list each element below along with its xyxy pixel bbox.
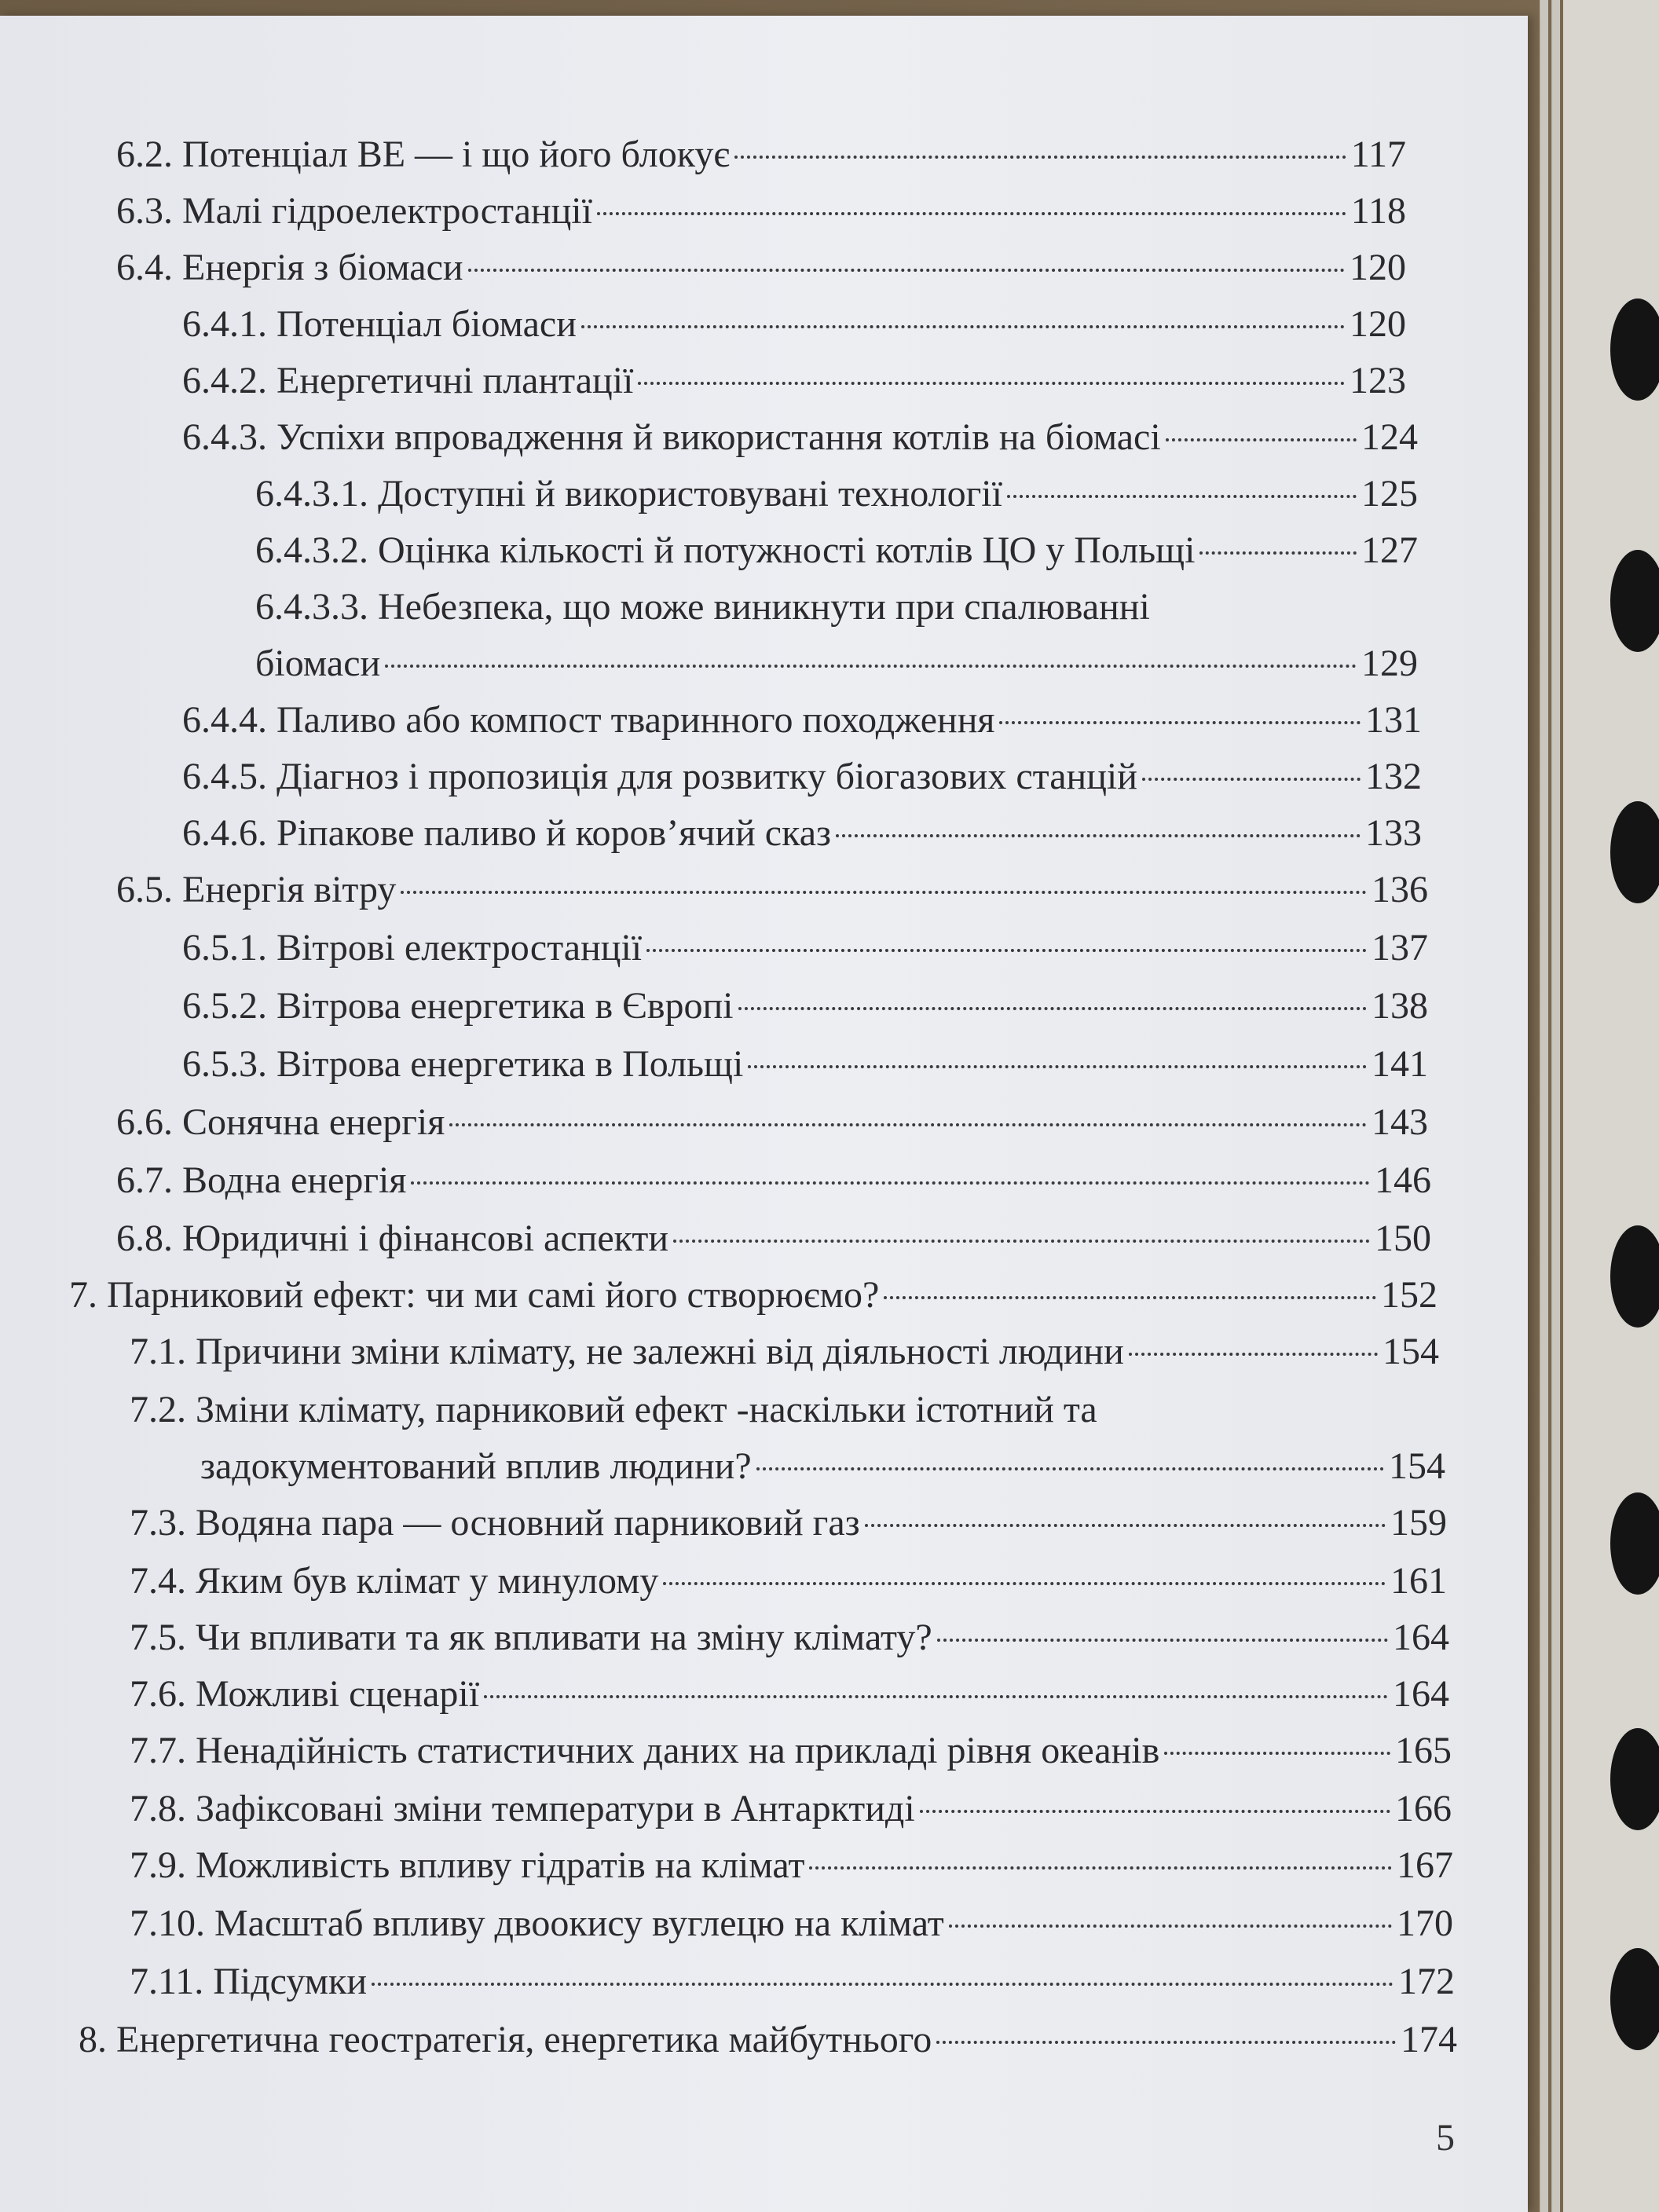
toc-entry[interactable] <box>182 358 1406 404</box>
toc-page-number: 143 <box>1372 1101 1428 1143</box>
toc-page-number: 123 <box>1350 360 1406 401</box>
toc-entry[interactable] <box>255 641 1418 687</box>
toc-entry-label: 7.3. Водяна пара — основний парниковий газ <box>130 1502 860 1544</box>
toc-entry[interactable] <box>255 528 1418 573</box>
toc-entry-label: 6.4. Енергія з біомаси <box>116 247 463 288</box>
toc-page-number: 146 <box>1375 1159 1431 1201</box>
binding-hole <box>1610 1728 1659 1830</box>
dot-leader <box>936 2041 1396 2044</box>
dot-leader <box>581 325 1345 328</box>
toc-entry[interactable] <box>116 1158 1431 1203</box>
dot-leader <box>646 949 1367 952</box>
toc-entry[interactable] <box>130 1329 1439 1375</box>
toc-page-number: 159 <box>1390 1502 1447 1544</box>
toc-entry-label: 7.1. Причини зміни клімату, не залежні від діяльності людини <box>130 1331 1124 1372</box>
dot-leader <box>865 1524 1386 1527</box>
toc-entry-label: 6.6. Сонячна енергія <box>116 1101 445 1143</box>
toc-entry[interactable] <box>182 754 1422 800</box>
toc-entry-label: 6.4.2. Енергетичні плантації <box>182 360 634 401</box>
toc-page-number: 131 <box>1365 699 1422 741</box>
toc-entry-label: 6.4.3.3. Небезпека, що може виникнути при спалюванні <box>255 586 1150 628</box>
toc-page-number: 127 <box>1361 529 1418 571</box>
dot-leader <box>937 1639 1388 1642</box>
toc-page-number: 161 <box>1390 1560 1447 1602</box>
toc-entry-label: 6.5. Енергія вітру <box>116 869 397 910</box>
toc-entry-label: 6.7. Водна енергія <box>116 1159 407 1201</box>
dot-leader <box>401 891 1367 894</box>
back-page-edge <box>1551 0 1560 2212</box>
toc-page-number: 133 <box>1365 812 1422 854</box>
dot-leader <box>484 1695 1388 1698</box>
toc-page-number: 170 <box>1397 1903 1453 1944</box>
toc-entry-label: 6.4.3.2. Оцінка кількості й потужності котлів ЦО у Польщі <box>255 529 1196 571</box>
toc-entry[interactable] <box>130 1901 1453 1946</box>
dot-leader <box>597 212 1346 215</box>
toc-entry-label: 6.3. Малі гідроелектростанції <box>116 190 592 232</box>
toc-page-number: 172 <box>1398 1961 1455 2002</box>
table-of-contents <box>0 16 1528 2212</box>
toc-entry[interactable] <box>130 1558 1447 1604</box>
toc-entry[interactable] <box>130 1843 1453 1888</box>
binding-hole <box>1610 550 1659 652</box>
toc-entry[interactable] <box>130 1728 1452 1774</box>
binding-hole <box>1610 801 1659 903</box>
toc-entry[interactable] <box>200 1444 1445 1489</box>
toc-page-number: 167 <box>1397 1844 1453 1886</box>
dot-leader <box>449 1123 1367 1126</box>
dot-leader <box>1007 495 1357 498</box>
binding-hole <box>1610 1492 1659 1595</box>
back-page-edge <box>1540 0 1548 2212</box>
toc-entry[interactable] <box>182 302 1406 347</box>
toc-page-number: 152 <box>1381 1274 1437 1316</box>
dot-leader <box>756 1467 1384 1470</box>
toc-page-number: 118 <box>1350 190 1406 232</box>
dot-leader <box>738 1007 1367 1010</box>
toc-entry[interactable] <box>116 1216 1431 1262</box>
toc-entry-label: 6.5.2. Вітрова енергетика в Європі <box>182 985 734 1027</box>
binding-hole <box>1610 1948 1659 2050</box>
toc-entry-label: 6.4.5. Діагноз і пропозиція для розвитку біогазових станцій <box>182 756 1137 797</box>
toc-entry[interactable] <box>182 698 1422 743</box>
toc-page-number: 120 <box>1350 303 1406 345</box>
toc-entry[interactable] <box>130 1959 1455 2005</box>
dot-leader <box>884 1296 1376 1299</box>
toc-page-number: 164 <box>1393 1673 1449 1715</box>
dot-leader <box>638 382 1345 385</box>
toc-entry[interactable] <box>116 132 1406 178</box>
toc-entry[interactable] <box>116 189 1406 234</box>
toc-entry[interactable] <box>130 1672 1449 1717</box>
toc-page-number: 137 <box>1372 927 1428 969</box>
dot-leader <box>809 1866 1392 1870</box>
toc-entry-label: 7. Парниковий ефект: чи ми самі його створюємо? <box>69 1274 880 1316</box>
toc-entry[interactable] <box>116 867 1428 913</box>
toc-entry[interactable] <box>69 1273 1437 1318</box>
binding-hole <box>1610 298 1659 401</box>
dot-leader <box>1199 551 1357 555</box>
toc-entry-label: 7.11. Підсумки <box>130 1961 368 2002</box>
dot-leader <box>663 1582 1386 1585</box>
toc-page-number: 174 <box>1401 2019 1457 2060</box>
toc-entry[interactable] <box>182 925 1428 971</box>
dot-leader <box>734 156 1346 159</box>
toc-entry-label: 6.8. Юридичні і фінансові аспекти <box>116 1218 669 1259</box>
toc-entry-label: 7.8. Зафіксовані зміни температури в Антарктиді <box>130 1788 915 1829</box>
book-page <box>0 16 1528 2212</box>
toc-entry-label: 6.4.1. Потенціал біомаси <box>182 303 577 345</box>
toc-entry-label: 6.4.3. Успіхи впровадження й використання котлів на біомасі <box>182 416 1161 458</box>
toc-page-number: 154 <box>1389 1445 1445 1487</box>
toc-entry[interactable] <box>130 1786 1452 1832</box>
dot-leader <box>999 721 1361 724</box>
toc-entry-label: 6.4.3.1. Доступні й використовувані технології <box>255 473 1002 515</box>
toc-entry-continuation: задокументований вплив людини? <box>200 1445 752 1487</box>
dot-leader <box>1142 778 1361 781</box>
toc-page-number: 165 <box>1395 1730 1452 1771</box>
toc-page-number: 138 <box>1372 985 1428 1027</box>
toc-entry-label: 6.5.3. Вітрова енергетика в Польщі <box>182 1043 744 1085</box>
toc-entry[interactable] <box>79 2017 1457 2063</box>
toc-entry-label: 7.5. Чи впливати та як впливати на зміну клімату? <box>130 1617 932 1658</box>
dot-leader <box>949 1925 1392 1928</box>
toc-entry-label: 7.4. Яким був клімат у минулому <box>130 1560 659 1602</box>
toc-entry-continuation: біомаси <box>255 643 381 684</box>
toc-entry-label: 7.9. Можливість впливу гідратів на клімат <box>130 1844 805 1886</box>
dot-leader <box>1166 438 1357 441</box>
toc-entry[interactable] <box>182 811 1422 856</box>
dot-leader <box>468 269 1345 272</box>
toc-entry-label: 6.2. Потенціал ВЕ — і що його блокує <box>116 134 730 175</box>
dot-leader <box>673 1240 1370 1243</box>
toc-page-number: 150 <box>1375 1218 1431 1259</box>
toc-page-number: 132 <box>1365 756 1422 797</box>
toc-entry-label: 7.2. Зміни клімату, парниковий ефект -наскільки істотний та <box>130 1389 1097 1430</box>
toc-entry-label: 7.6. Можливі сценарії <box>130 1673 480 1715</box>
toc-page-number: 164 <box>1393 1617 1449 1658</box>
toc-entry[interactable] <box>130 1500 1447 1546</box>
dot-leader <box>1164 1752 1390 1755</box>
dot-leader <box>385 665 1357 668</box>
dot-leader <box>920 1810 1390 1813</box>
toc-entry[interactable] <box>116 1100 1428 1145</box>
dot-leader <box>748 1065 1367 1068</box>
toc-entry[interactable] <box>182 1042 1428 1087</box>
dot-leader <box>372 1983 1393 1986</box>
dot-leader <box>411 1181 1370 1185</box>
toc-entry[interactable] <box>182 415 1418 460</box>
toc-entry[interactable] <box>182 983 1428 1029</box>
toc-page-number: 125 <box>1361 473 1418 515</box>
toc-page-number: 141 <box>1372 1043 1428 1085</box>
dot-leader <box>836 834 1361 837</box>
toc-entry-label: 6.5.1. Вітрові електростанції <box>182 927 643 969</box>
toc-entry-label: 7.7. Ненадійність статистичних даних на прикладі рівня океанів <box>130 1730 1160 1771</box>
toc-entry[interactable] <box>116 245 1406 291</box>
toc-page-number: 154 <box>1382 1331 1439 1372</box>
toc-entry-label: 8. Енергетична геостратегія, енергетика майбутнього <box>79 2019 932 2060</box>
toc-entry-label: 6.4.4. Паливо або компост тваринного походження <box>182 699 995 741</box>
binding-hole <box>1610 1225 1659 1328</box>
toc-entry[interactable] <box>130 1615 1449 1661</box>
toc-entry[interactable] <box>255 471 1418 517</box>
toc-page-number: 129 <box>1361 643 1418 684</box>
toc-entry-label: 7.10. Масштаб впливу двоокису вуглецю на клімат <box>130 1903 944 1944</box>
toc-page-number: 136 <box>1372 869 1428 910</box>
dot-leader <box>1129 1353 1378 1356</box>
page-folio: 5 <box>1436 2117 1455 2159</box>
toc-page-number: 166 <box>1395 1788 1452 1829</box>
toc-page-number: 117 <box>1350 134 1406 175</box>
toc-page-number: 124 <box>1361 416 1418 458</box>
toc-page-number: 120 <box>1350 247 1406 288</box>
toc-entry-label: 6.4.6. Ріпакове паливо й коров’ячий сказ <box>182 812 831 854</box>
